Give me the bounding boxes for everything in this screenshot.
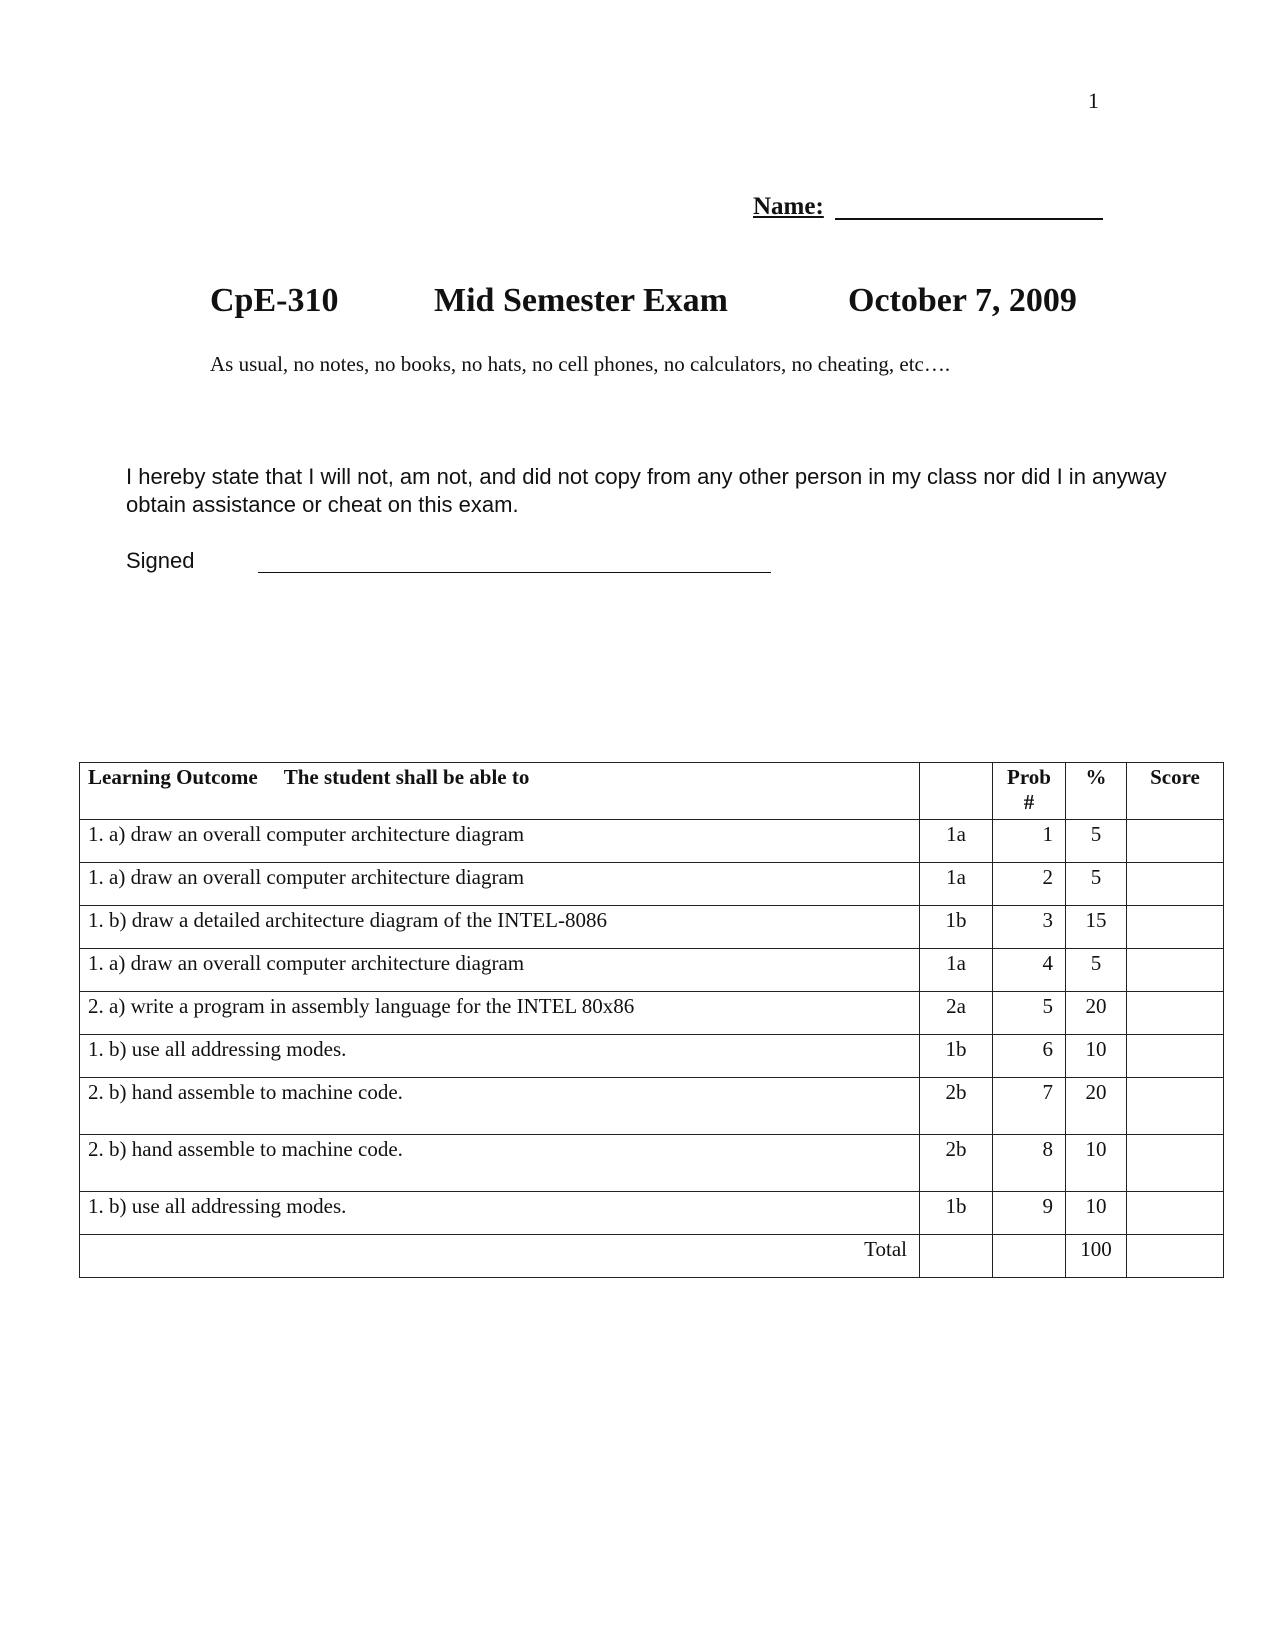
- row-code: 1b: [920, 906, 993, 949]
- row-prob: 3: [993, 906, 1066, 949]
- table-header-row: [80, 763, 1224, 820]
- header-code: [920, 763, 993, 820]
- row-score[interactable]: [1127, 1078, 1224, 1135]
- exam-rules: As usual, no notes, no books, no hats, no cell phones, no calculators, no cheating, etc….: [210, 352, 951, 376]
- exam-date: October 7, 2009: [848, 282, 1077, 319]
- total-label: Total: [80, 1235, 920, 1278]
- row-percent: 15: [1066, 906, 1127, 949]
- exam-title: Mid Semester Exam: [434, 282, 728, 319]
- row-code: 1a: [920, 949, 993, 992]
- row-code: 2a: [920, 992, 993, 1035]
- table-row: [80, 1135, 1224, 1192]
- row-prob: 9: [993, 1192, 1066, 1235]
- row-outcome: 2. b) hand assemble to machine code.: [80, 1135, 920, 1192]
- row-prob: 2: [993, 863, 1066, 906]
- table-row: [80, 1192, 1224, 1235]
- row-score[interactable]: [1127, 1135, 1224, 1192]
- row-percent: 10: [1066, 1035, 1127, 1078]
- row-outcome: 1. b) draw a detailed architecture diagram of the INTEL-8086: [80, 906, 920, 949]
- name-field-line[interactable]: [835, 218, 1103, 220]
- name-label: Name:: [753, 193, 824, 220]
- row-outcome: 1. b) use all addressing modes.: [80, 1192, 920, 1235]
- row-percent: 5: [1066, 949, 1127, 992]
- table-row: [80, 1078, 1224, 1135]
- table-row: [80, 906, 1224, 949]
- row-score[interactable]: [1127, 820, 1224, 863]
- row-outcome: 1. a) draw an overall computer architecture diagram: [80, 863, 920, 906]
- row-percent: 10: [1066, 1192, 1127, 1235]
- total-row: [80, 1235, 1224, 1278]
- signature-line[interactable]: [258, 572, 771, 573]
- row-prob: 7: [993, 1078, 1066, 1135]
- row-percent: 5: [1066, 863, 1127, 906]
- row-percent: 20: [1066, 1078, 1127, 1135]
- table-row: [80, 949, 1224, 992]
- row-code: 1a: [920, 863, 993, 906]
- row-percent: 20: [1066, 992, 1127, 1035]
- total-prob: [993, 1235, 1066, 1278]
- total-percent: 100: [1066, 1235, 1127, 1278]
- row-code: 2b: [920, 1078, 993, 1135]
- row-prob: 4: [993, 949, 1066, 992]
- row-prob: 6: [993, 1035, 1066, 1078]
- table-row: [80, 820, 1224, 863]
- row-outcome: 1. b) use all addressing modes.: [80, 1035, 920, 1078]
- signed-label: Signed: [126, 548, 195, 573]
- row-outcome: 1. a) draw an overall computer architecture diagram: [80, 949, 920, 992]
- total-score[interactable]: [1127, 1235, 1224, 1278]
- table-row: [80, 863, 1224, 906]
- row-percent: 10: [1066, 1135, 1127, 1192]
- row-code: 2b: [920, 1135, 993, 1192]
- row-outcome: 2. b) hand assemble to machine code.: [80, 1078, 920, 1135]
- page-number: 1: [1088, 88, 1099, 113]
- row-outcome: 1. a) draw an overall computer architecture diagram: [80, 820, 920, 863]
- row-code: 1a: [920, 820, 993, 863]
- row-score[interactable]: [1127, 992, 1224, 1035]
- course-code: CpE-310: [210, 282, 339, 319]
- honor-pledge: I hereby state that I will not, am not, and did not copy from any other person in my class nor did I in anyway obtain assistance or cheat on this exam.: [126, 464, 1167, 517]
- total-code: [920, 1235, 993, 1278]
- header-score: Score: [1127, 763, 1224, 820]
- row-prob: 8: [993, 1135, 1066, 1192]
- row-score[interactable]: [1127, 1035, 1224, 1078]
- row-code: 1b: [920, 1035, 993, 1078]
- row-score[interactable]: [1127, 1192, 1224, 1235]
- header-learning-outcome: [80, 763, 920, 820]
- row-prob: 5: [993, 992, 1066, 1035]
- header-percent: %: [1066, 763, 1127, 820]
- header-outcome-label: Learning Outcome: [88, 765, 258, 789]
- row-code: 1b: [920, 1192, 993, 1235]
- learning-outcomes-table: [79, 762, 1224, 1278]
- header-student-label: The student shall be able to: [283, 765, 530, 789]
- table-row: [80, 992, 1224, 1035]
- row-percent: 5: [1066, 820, 1127, 863]
- header-prob: Prob #: [993, 763, 1066, 820]
- row-score[interactable]: [1127, 906, 1224, 949]
- row-outcome: 2. a) write a program in assembly language for the INTEL 80x86: [80, 992, 920, 1035]
- row-score[interactable]: [1127, 949, 1224, 992]
- row-score[interactable]: [1127, 863, 1224, 906]
- table-row: [80, 1035, 1224, 1078]
- row-prob: 1: [993, 820, 1066, 863]
